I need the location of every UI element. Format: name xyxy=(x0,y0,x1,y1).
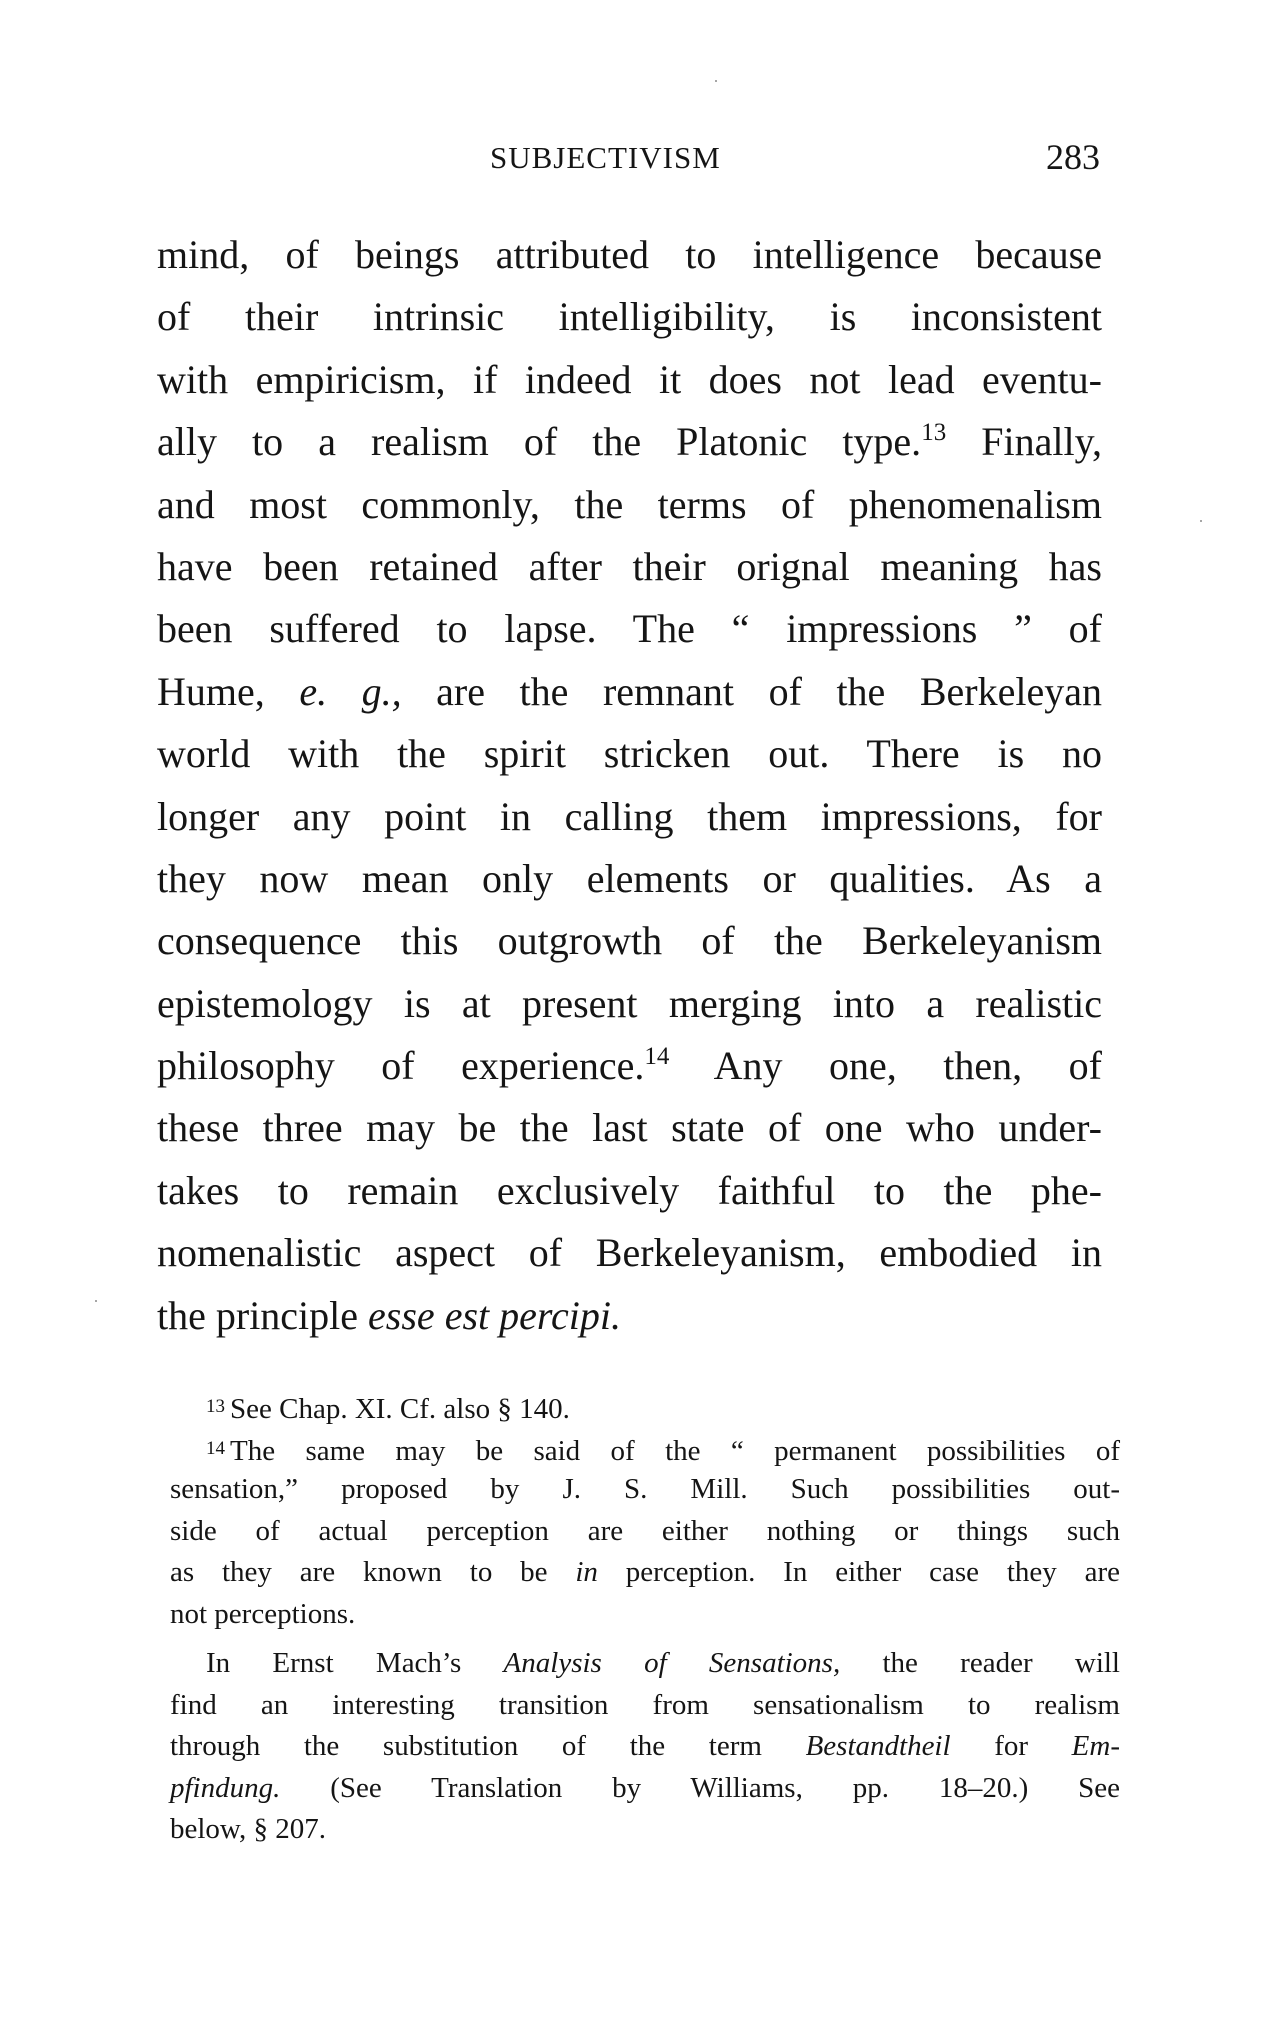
footnote-line: through the substitution of the term Bestandtheil for Em- xyxy=(170,1730,1120,1762)
footnote-13: $^{13}$ See Chap. XI. Cf. also § 140. xyxy=(206,1393,570,1425)
footnote-line: not perceptions. xyxy=(170,1597,356,1630)
text-line: ally to a realism of the Platonic type.$^{13}$ Finally, xyxy=(157,419,1102,465)
footnote-line: as they are known to be in perception. In either case they are xyxy=(170,1556,1120,1588)
text-line: and most commonly, the terms of phenomenalism xyxy=(157,481,1102,527)
text-line: mind, of beings attributed to intelligence because xyxy=(157,232,1102,277)
footnote-line: find an interesting transition from sensationalism to realism xyxy=(170,1688,1120,1721)
page-number: 283 xyxy=(1046,137,1100,177)
text-line: nomenalistic aspect of Berkeleyanism, embodied in xyxy=(157,1230,1102,1276)
footnote-line: pfindung. (See Translation by Williams, pp. 18–20.) See xyxy=(170,1771,1120,1804)
footnote-ref-13: 13 xyxy=(921,419,947,447)
text-line: philosophy of experience.$^{14}$ Any one, then, of xyxy=(157,1043,1102,1089)
text-line: have been retained after their orignal meaning has xyxy=(157,543,1102,589)
footnote-marker: 14 xyxy=(206,1437,225,1459)
text-line: they now mean only elements or qualities. As a xyxy=(157,855,1102,901)
paper-speck xyxy=(95,1300,97,1302)
footnote-ref-14: 14 xyxy=(644,1043,670,1071)
footnote-14: $^{14}$ The same may be said of the “ permanent possibilities of xyxy=(206,1434,1120,1467)
text-line: with empiricism, if indeed it does not lead eventu- xyxy=(157,356,1102,402)
text-line: Hume, e. g., are the remnant of the Berkeleyan xyxy=(157,668,1102,714)
footnote-line: side of actual perception are either nothing or things such xyxy=(170,1514,1120,1547)
text-line: these three may be the last state of one who under- xyxy=(157,1105,1102,1151)
text-line: of their intrinsic intelligibility, is inconsistent xyxy=(157,294,1102,340)
text-line: been suffered to lapse. The “ impressions ” of xyxy=(157,606,1102,652)
footnote-line: sensation,” proposed by J. S. Mill. Such possibilities out- xyxy=(170,1473,1120,1505)
text-line: the principle esse est percipi. xyxy=(157,1292,621,1338)
paper-speck xyxy=(715,80,717,82)
footnote-marker: 13 xyxy=(206,1396,225,1417)
footnotes xyxy=(170,1386,1120,1851)
footnote-14-paragraph-2: In Ernst Mach’s Analysis of Sensations, the reader will xyxy=(206,1647,1120,1679)
running-title: SUBJECTIVISM xyxy=(490,140,721,175)
text-line: world with the spirit stricken out. There is no xyxy=(157,731,1102,777)
text-line: consequence this outgrowth of the Berkeleyanism xyxy=(157,918,1102,964)
running-head xyxy=(160,137,1100,190)
text-line: takes to remain exclusively faithful to the phe- xyxy=(157,1167,1102,1213)
text-line: longer any point in calling them impressions, for xyxy=(157,793,1102,839)
footnote-line: below, § 207. xyxy=(170,1813,326,1845)
text-line: epistemology is at present merging into a realistic xyxy=(157,980,1102,1026)
body-text xyxy=(157,224,1102,1347)
paper-speck xyxy=(1200,520,1202,522)
